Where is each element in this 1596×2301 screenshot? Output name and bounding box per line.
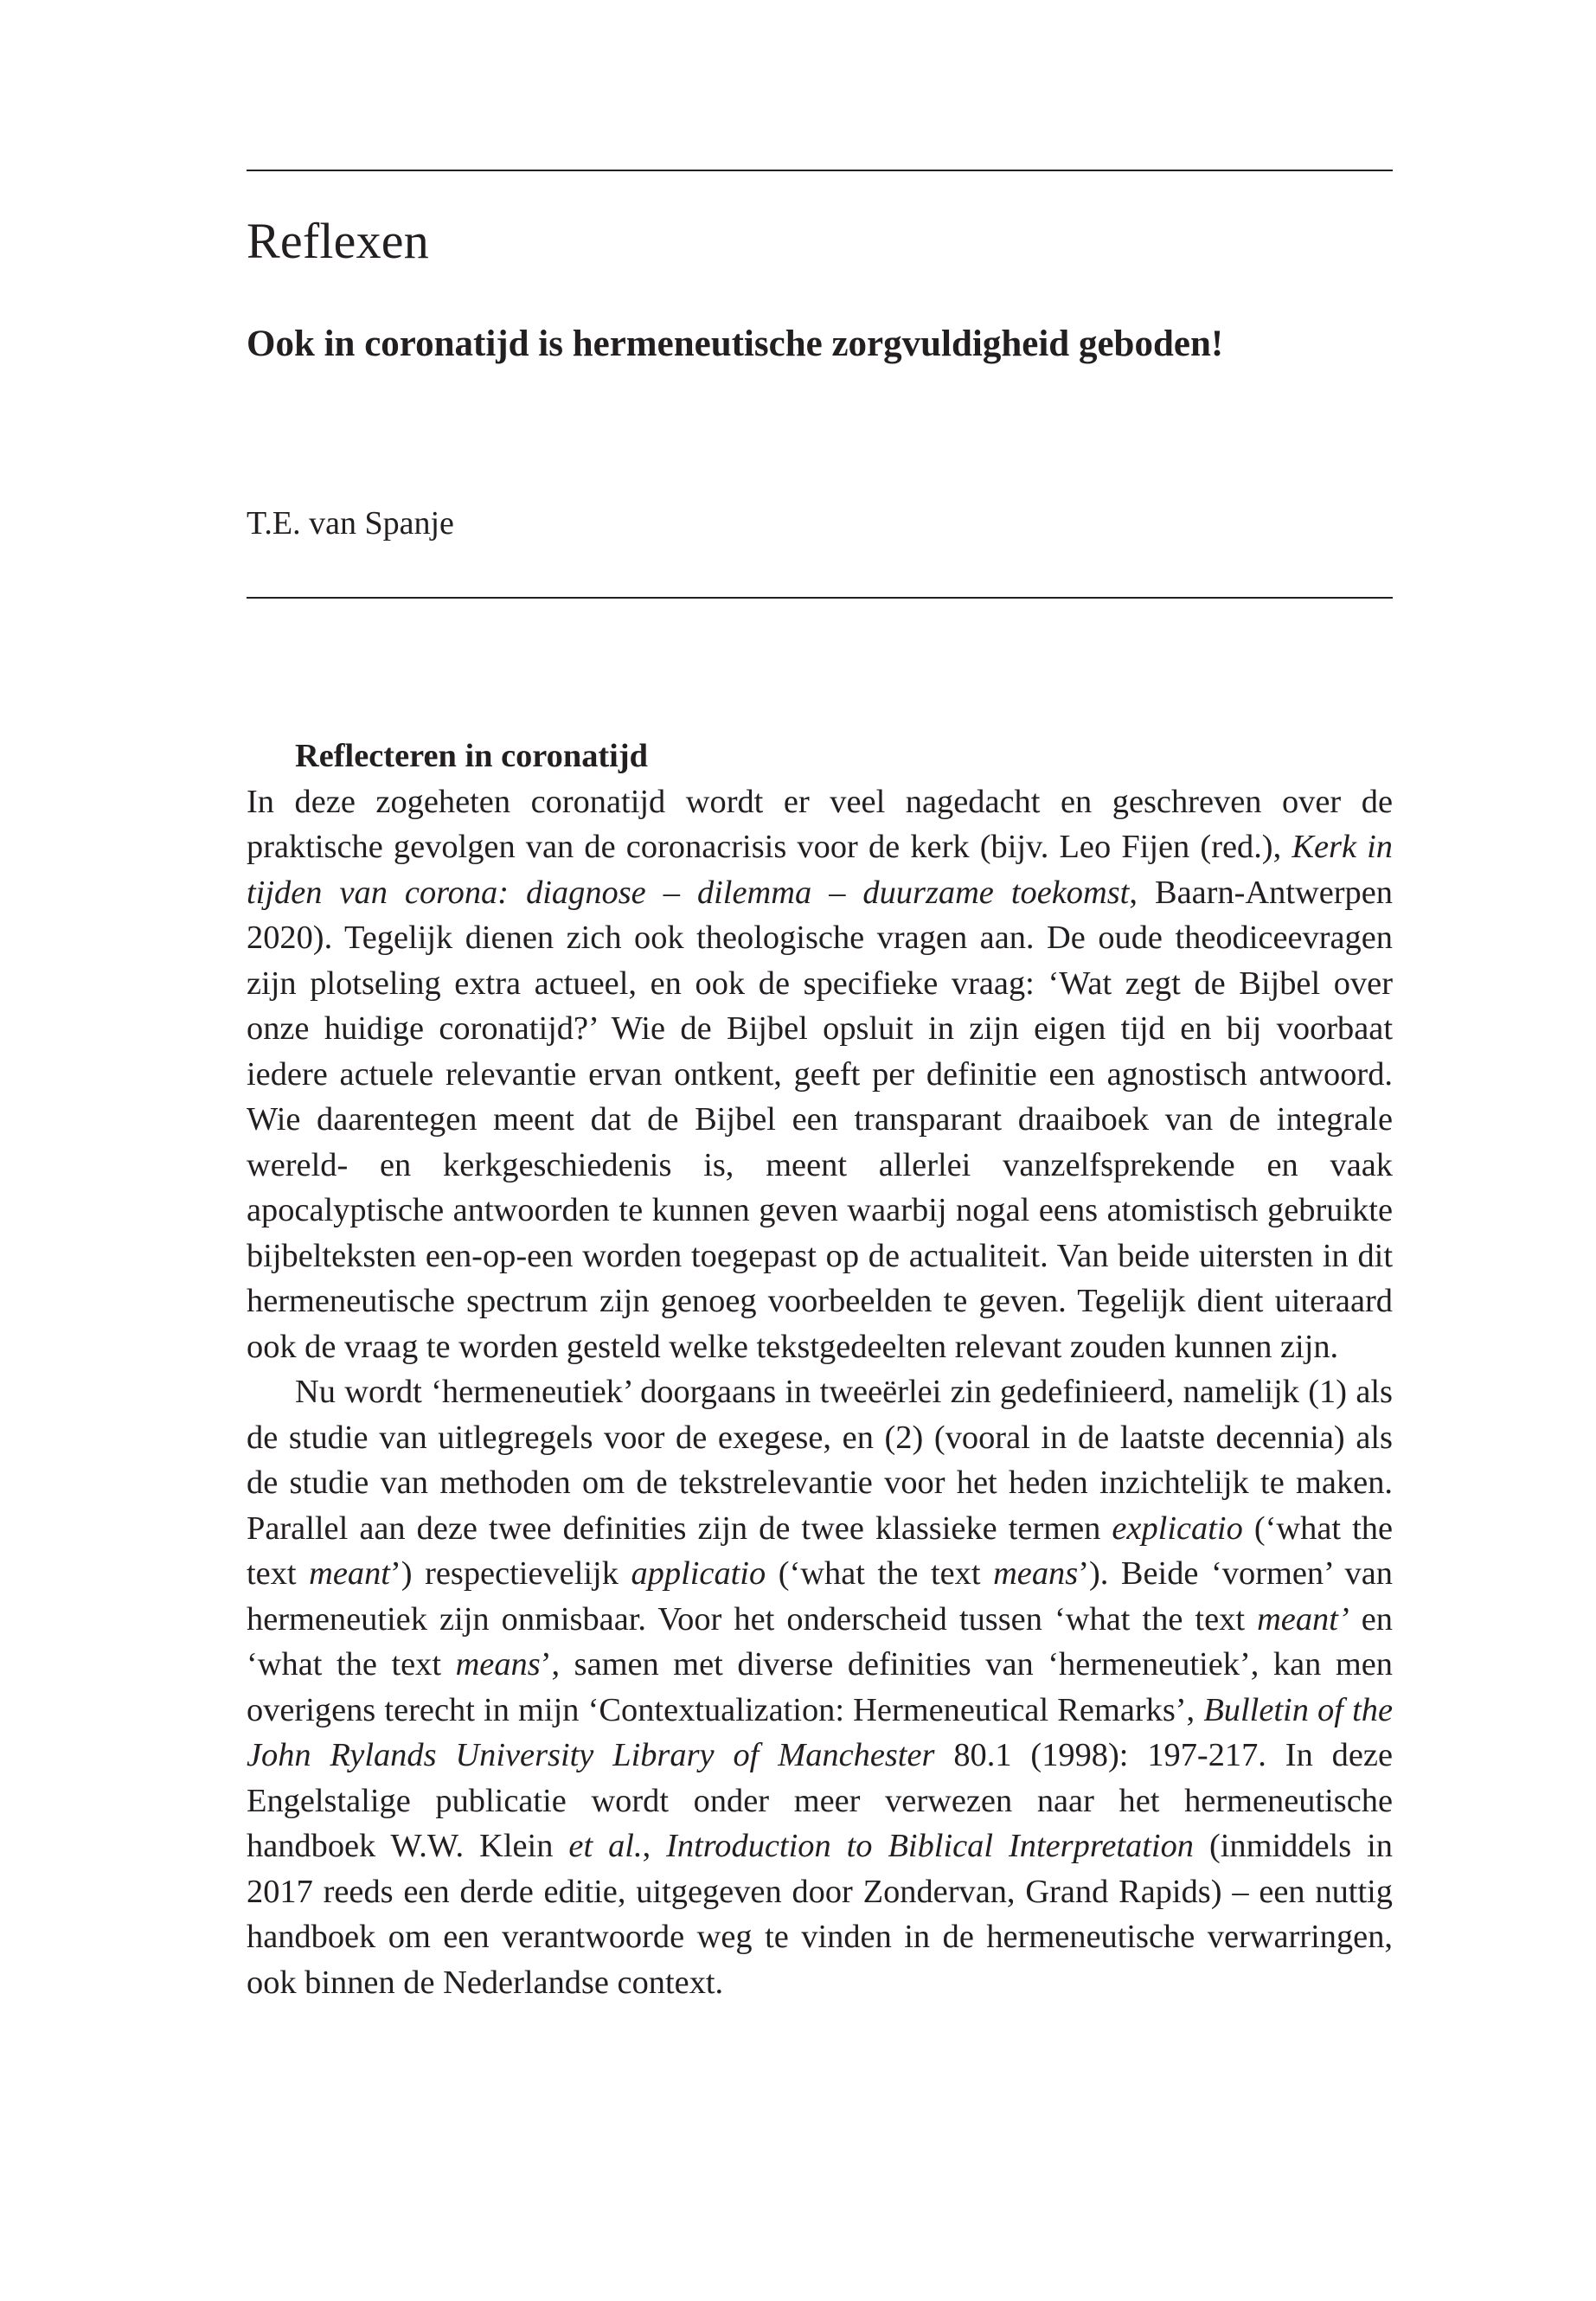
paragraph-2 [247,1369,1393,2005]
paragraph-2-journal-title: Bulletin of the John Rylands University Library of Manchester [247,1691,1393,1773]
paragraph-2-text-c: (‘what the text [247,1509,1393,1592]
author-name: T.E. van Spanje [247,505,454,542]
paragraph-1-text-c: , Baarn-Antwerpen 2020). Tegelijk dienen zich ook theologische vragen aan. De oude theodiceevragen zijn plotseling extra actueel, en ook de specifieke vraag: ‘Wat zegt de Bijbel over onze huidige coronatijd?’ Wie de Bijbel opsluit in zijn eigen tijd en bij voorbaat iedere actuele relevantie ervan ontkent, geeft per definitie een agnostisch antwoord. Wie daarentegen meent dat de Bijbel een transparant draaiboek van de integrale wereld- en kerkgeschiedenis is, meent allerlei vanzelfsprekende en vaak apocalyptische antwoorden te kunnen geven waarbij nogal eens atomistisch gebruikte bijbelteksten een-op-een worden toegepast op de actualiteit. Van beide uitersten in dit hermeneutische spectrum zijn genoeg voorbeelden te geven. Tegelijk dient uiteraard ook de vraag te worden gesteld welke tekstgedeelten relevant zouden kunnen zijn. [247,874,1393,1365]
paragraph-2-term-explicatio: explicatio [1112,1509,1243,1547]
paragraph-1 [247,779,1393,1370]
article-title: Ook in coronatijd is hermeneutische zorgvuldigheid geboden! [247,324,1224,364]
paragraph-2-text-a: Nu wordt ‘hermeneutiek’ doorgaans in tweeërlei zin gedefinieerd, namelijk (1) als de studie van uitlegregels voor de exegese, en (2) (vooral in de laatste decennia) als de studie van methoden om de tekstrelevantie voor het heden inzichtelijk te maken. Parallel aan deze twee definities zijn de twee klassieke termen [247,1374,1393,1547]
paragraph-2-book-title: Introduction to Biblical Interpretation [666,1828,1194,1864]
paragraph-2-text-m: ’, samen met diverse definities van ‘hermeneutiek’, kan men overigens terecht in mijn ‘Contextualization: Hermeneutical Remarks’, [247,1646,1393,1728]
paragraph-2-et-al: et al. [568,1828,643,1864]
paragraph-2-word-meant-2: meant’ [1257,1600,1349,1638]
section-label: Reflexen [247,213,429,269]
paragraph-2-text-s: (inmiddels in 2017 reeds een derde editie, uitgegeven door Zondervan, Grand Rapids) – een nuttig handboek om een verantwoorde weg te vinden in de hermeneutische verwarringen, ook binnen de Nederlandse context. [247,1828,1393,2001]
paragraph-2-term-applicatio: applicatio [631,1555,766,1592]
paragraph-2-text-o: 80.1 (1998): 197-217. In deze Engelstalige publicatie wordt onder meer verwezen naar het hermeneutische handboek W.W. Klein [247,1737,1393,1864]
paragraph-1-book-title: Kerk in tijden van corona: diagnose – dilemma – duurzame toekomst [247,829,1394,911]
paragraph-2-text-e: ’) respectievelijk [389,1555,631,1592]
paragraph-2-text-i: ’). Beide ‘vormen’ van hermeneutiek zijn onmisbaar. Voor het onderscheid tussen ‘what the text [247,1555,1393,1638]
article-body [247,734,1393,2005]
paragraph-2-word-meant: meant [309,1555,390,1592]
bottom-rule [247,597,1393,599]
paragraph-2-text-k: en ‘what the text [247,1600,1393,1682]
paragraph-2-word-means-2: means [455,1646,541,1682]
section-subheading: Reflecteren in coronatijd [295,738,648,774]
paragraph-2-text-g: (‘what the text [766,1555,994,1592]
paragraph-2-word-means: means [993,1555,1079,1592]
top-rule [247,170,1393,171]
paragraph-1-text-a: In deze zogeheten coronatijd wordt er veel nagedacht en geschreven over de praktische gevolgen van de coronacrisis voor de kerk (bijv. Leo Fijen (red.), [247,783,1393,865]
paragraph-2-text-q: , [642,1828,667,1864]
